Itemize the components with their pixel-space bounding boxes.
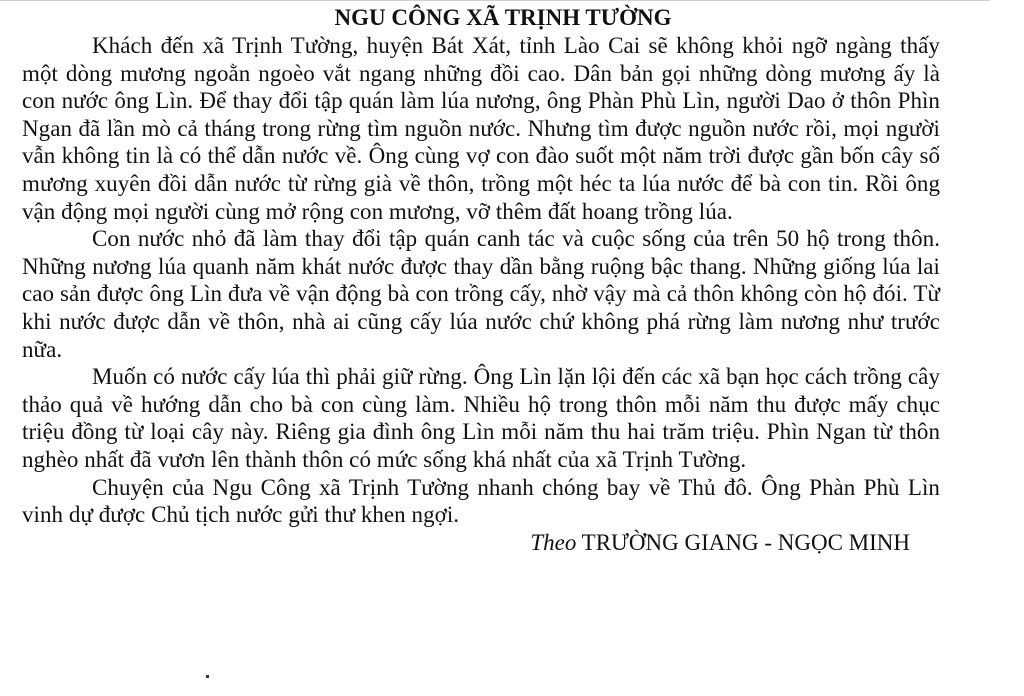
byline-prefix: Theo bbox=[530, 529, 577, 555]
stray-mark bbox=[206, 675, 209, 678]
paragraph-1: Khách đến xã Trịnh Tường, huyện Bát Xát, tỉnh Lào Cai sẽ không khỏi ngỡ ngàng thấy một dòng mương ngoằn ngoèo vắt ngang những đồi cao. Dân bản gọi những dòng mương ấy là con nước ông Lìn. Để thay đổi tập quán làm lúa nương, ông Phàn Phù Lìn, người Dao ở thôn Phìn Ngan đã lần mò cả tháng trong rừng tìm nguồn nước. Nhưng tìm được nguồn nước rồi, mọi người vẫn không tin là có thể dẫn nước về. Ông cùng vợ con đào suốt một năm trời được gần bốn cây số mương xuyên đồi dẫn nước từ rừng già về thôn, trồng một héc ta lúa nước để bà con tin. Rồi ông vận động mọi người cùng mở rộng con mương, vỡ thêm đất hoang trồng lúa. bbox=[22, 33, 940, 224]
paragraph-4: Chuyện của Ngu Công xã Trịnh Tường nhanh chóng bay về Thủ đô. Ông Phàn Phù Lìn vinh dự được Chủ tịch nước gửi thư khen ngợi. bbox=[22, 474, 940, 528]
document-body bbox=[22, 4, 940, 556]
document-title: NGU CÔNG XÃ TRỊNH TƯỜNG bbox=[334, 5, 672, 30]
paragraph-2: Con nước nhỏ đã làm thay đổi tập quán canh tác và cuộc sống của trên 50 hộ trong thôn. Những nương lúa quanh năm khát nước được thay dần bằng ruộng bậc thang. Những giống lúa lai cao sản được ông Lìn đưa về vận động bà con trồng cấy, nhờ vậy mà cả thôn không còn hộ đói. Từ khi nước được dẫn về thôn, nhà ai cũng cấy lúa nước chứ không phá rừng làm nương như trước nữa. bbox=[22, 226, 940, 362]
byline bbox=[22, 529, 940, 557]
top-rule bbox=[0, 0, 990, 1]
paragraph-3: Muốn có nước cấy lúa thì phải giữ rừng. Ông Lìn lặn lội đến các xã bạn học cách trồng cây thảo quả về hướng dẫn cho bà con cùng làm. Nhiều hộ trong thôn mỗi năm thu được mấy chục triệu đồng từ loại cây này. Riêng gia đình ông Lìn mỗi năm thu hai trăm triệu. Phìn Ngan từ thôn nghèo nhất đã vươn lên thành thôn có mức sống khá nhất của xã Trịnh Tường. bbox=[22, 364, 940, 472]
byline-authors: TRƯỜNG GIANG - NGỌC MINH bbox=[581, 529, 910, 555]
